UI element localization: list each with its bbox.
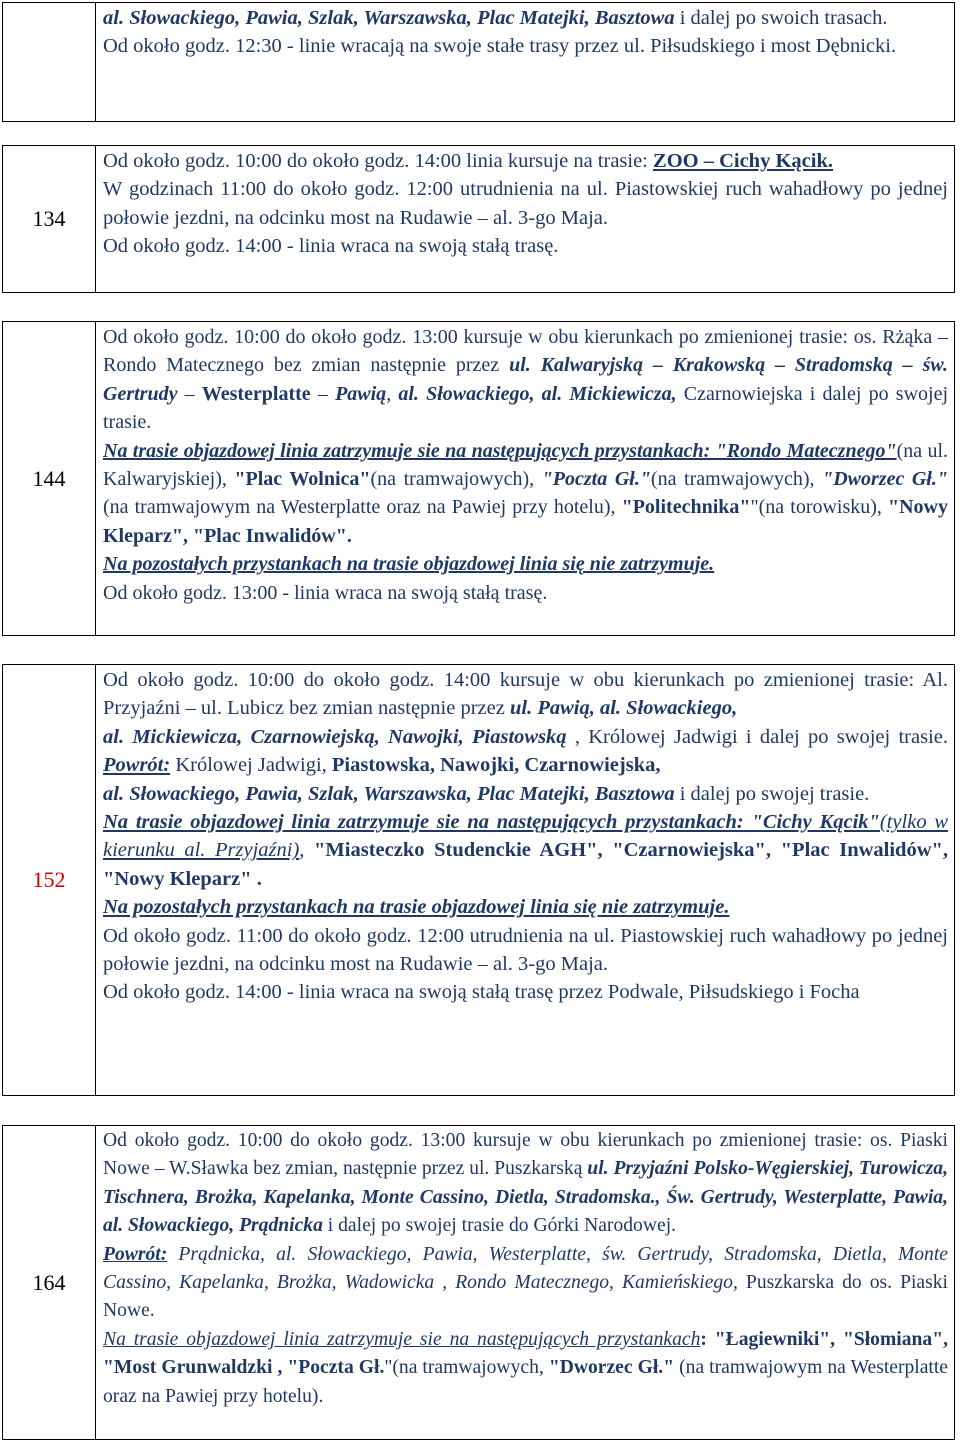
text-run: al. Słowackiego, Pawia, Szlak, Warszawska, Plac Matejki, Basztowa <box>103 782 675 805</box>
paragraph <box>103 232 948 260</box>
text-run: "Plac Wolnica" <box>234 468 371 491</box>
text-run: Westerplatte <box>201 382 311 405</box>
line-number: 144 <box>3 322 96 636</box>
text-run: Od około godz. 11:00 do około godz. 12:00 utrudnienia na ul. Piastowskiej ruch wahadłowy po jednej połowie jezdni, na odcinku most na Rudawie – al. 3-go Maja. <box>103 924 948 976</box>
paragraph <box>103 550 948 578</box>
text-run: (na tramwajowych), <box>650 468 823 491</box>
text-run: Od około godz. 14:00 - linia wraca na swoją stałą trasę. <box>103 235 559 258</box>
text-run: , <box>299 839 315 862</box>
text-run: (na ul. Kalwaryjskiej), <box>103 439 949 491</box>
route-description <box>96 322 955 636</box>
text-run: Na pozostałych przystankach na trasie objazdowej linia się nie zatrzymuje. <box>103 896 730 919</box>
text-run: al. Słowackiego, al. Mickiewicza, <box>398 382 677 405</box>
text-run: i dalej po swojej trasie do Górki Narodowej. <box>322 1215 677 1237</box>
text-run: Od około godz. 10:00 do około godz. 13:00 kursuje w obu kierunkach po zmienionej trasie: os. Rżąka – Rondo Matecznego bez zmian następnie przez <box>103 326 948 377</box>
paragraph <box>103 175 948 232</box>
paragraph <box>103 323 948 437</box>
text-run: Królowej Jadwigi, <box>170 754 332 777</box>
text-run: Powrót: <box>103 1243 168 1265</box>
text-run: "Dworzec Gł." <box>822 468 949 491</box>
paragraph <box>103 147 948 175</box>
text-run: Powrót: <box>103 754 171 777</box>
text-run: Od około godz. 14:00 - linia wraca na swoją stałą trasę przez Podwale, Piłsudskiego i Focha <box>103 981 860 1004</box>
text-run <box>707 1329 715 1350</box>
text-run: ul. Przyjaźni Polsko-Węgierskiej, Turowicza, Tischnera, Brożka, Kapelanka, Monte Cassino, Dietla, Stradomska., Św. Gertrudy, Westerplatte, Pawia, al. Słowackiego, Prądnicka <box>103 1158 948 1237</box>
text-run: : <box>700 1328 707 1350</box>
paragraph <box>103 32 948 60</box>
text-run: i dalej po swojej trasie. <box>674 782 870 805</box>
line-number: 134 <box>3 146 96 293</box>
text-run: Pawią <box>335 382 387 405</box>
paragraph <box>103 1326 948 1411</box>
paragraph <box>103 666 948 723</box>
line-number <box>3 3 96 122</box>
text-run: (na tramwajowych), <box>370 468 542 491</box>
table-row <box>2 1125 955 1440</box>
paragraph <box>103 780 948 808</box>
text-run: (na tramwajowym na Westerplatte oraz na Pawiej przy hotelu). <box>103 1357 948 1407</box>
text-run: "Politechnika" <box>621 496 751 519</box>
text-run: "(na torowisku), <box>750 496 888 519</box>
table-row <box>2 664 955 1096</box>
paragraph <box>103 579 948 607</box>
text-run: ZOO – Cichy Kącik. <box>653 150 833 172</box>
route-description <box>96 3 955 122</box>
table-row <box>2 145 955 293</box>
text-run: – <box>177 382 202 405</box>
text-run: Na pozostałych przystankach na trasie objazdowej linia się nie zatrzymuje. <box>103 553 715 576</box>
text-run: Na trasie objazdowej linia zatrzymuje sie na następujących przystankach <box>103 1328 701 1350</box>
paragraph <box>103 808 948 893</box>
text-run: Od około godz. 10:00 do około godz. 14:00 linia kursuje na trasie: <box>103 150 654 172</box>
text-run: , Królowej Jadwigi i dalej po swojej trasie. <box>566 725 948 748</box>
text-run: Od około godz. 10:00 do około godz. 14:00 kursuje w obu kierunkach po zmienionej trasie: Al. Przyjaźni – ul. Lubicz bez zmian następnie przez <box>103 669 948 720</box>
text-run: "Miasteczko Studenckie AGH", "Czarnowiejska", "Plac Inwalidów", "Nowy Kleparz" . <box>103 839 949 890</box>
text-run: (tylko w kierunku al. Przyjaźni) <box>103 811 949 862</box>
text-run: (na tramwajowym na Westerplatte oraz na Pawiej przy hotelu), <box>103 496 622 519</box>
text-run: "Poczta Gł." <box>541 468 651 491</box>
route-description <box>96 146 955 293</box>
table-row <box>2 2 955 122</box>
text-run: "Dworzec Gł." <box>548 1357 675 1379</box>
text-run: Od około godz. 13:00 - linia wraca na swoją stałą trasę. <box>103 581 548 604</box>
text-run: Od około godz. 12:30 - linie wracają na swoje stałe trasy przez ul. Piłsudskiego i most Dębnicki. <box>103 35 897 58</box>
line-number: 164 <box>3 1126 96 1440</box>
route-description <box>96 1126 955 1440</box>
text-run: Na trasie objazdowej linia zatrzymuje sie na następujących przystankach: "Cichy Kącik" <box>103 811 880 834</box>
text-run: "(na tramwajowych, <box>384 1357 549 1379</box>
text-run: ul. Pawią, al. Słowackiego, <box>509 697 738 720</box>
paragraph <box>103 893 948 921</box>
text-run: Od około godz. 10:00 do około godz. 13:00 kursuje w obu kierunkach po zmienionej trasie: os. Piaski Nowe – W.Sławka bez zmian, następnie przez ul. Puszkarską <box>103 1130 948 1180</box>
text-run: Czarnowiejska i dalej po swojej trasie. <box>103 382 949 434</box>
text-run: Prądnicka, al. Słowackiego, Pawia, Westerplatte, św. Gertrudy, Stradomska, Dietla, Monte Cassino, Kapelanka, Brożka, Wadowicka , Rondo Matecznego, Kamieńskiego, <box>103 1243 948 1294</box>
paragraph <box>103 4 948 32</box>
paragraph <box>103 978 948 1006</box>
text-run: i dalej po swoich trasach. <box>674 7 888 29</box>
text-run: – <box>310 382 336 405</box>
text-run: Na trasie objazdowej linia zatrzymuje sie na następujących przystankach: "Rondo Matecznego" <box>103 439 897 462</box>
line-number: 152 <box>3 665 96 1096</box>
paragraph <box>103 723 948 780</box>
paragraph <box>103 1127 948 1241</box>
text-run: al. Mickiewicza, Czarnowiejską, Nawojki, Piastowską <box>103 725 567 748</box>
paragraph <box>103 922 948 979</box>
text-run: W godzinach 11:00 do około godz. 12:00 utrudnienia na ul. Piastowskiej ruch wahadłowy po jednej połowie jezdni, na odcinku most na Rudawie – al. 3-go Maja. <box>103 178 948 229</box>
text-run: Puszkarska do os. Piaski Nowe. <box>103 1272 948 1322</box>
paragraph <box>103 437 948 551</box>
text-run: al. Słowackiego, Pawia, Szlak, Warszawska, Plac Matejki, Basztowa <box>103 7 675 29</box>
text-run: Piastowska, Nawojki, Czarnowiejska, <box>331 754 661 777</box>
route-description <box>96 665 955 1096</box>
text-run: ul. Kalwaryjską – Krakowską – Stradomską – św. Gertrudy <box>103 354 948 405</box>
text-run: , <box>386 382 399 405</box>
table-row <box>2 321 955 636</box>
text-run: "Łagiewniki", "Słomiana", "Most Grunwaldzki , "Poczta Gł. <box>103 1328 948 1379</box>
paragraph <box>103 1241 948 1326</box>
text-run: "Nowy Kleparz", "Plac Inwalidów". <box>103 496 948 547</box>
